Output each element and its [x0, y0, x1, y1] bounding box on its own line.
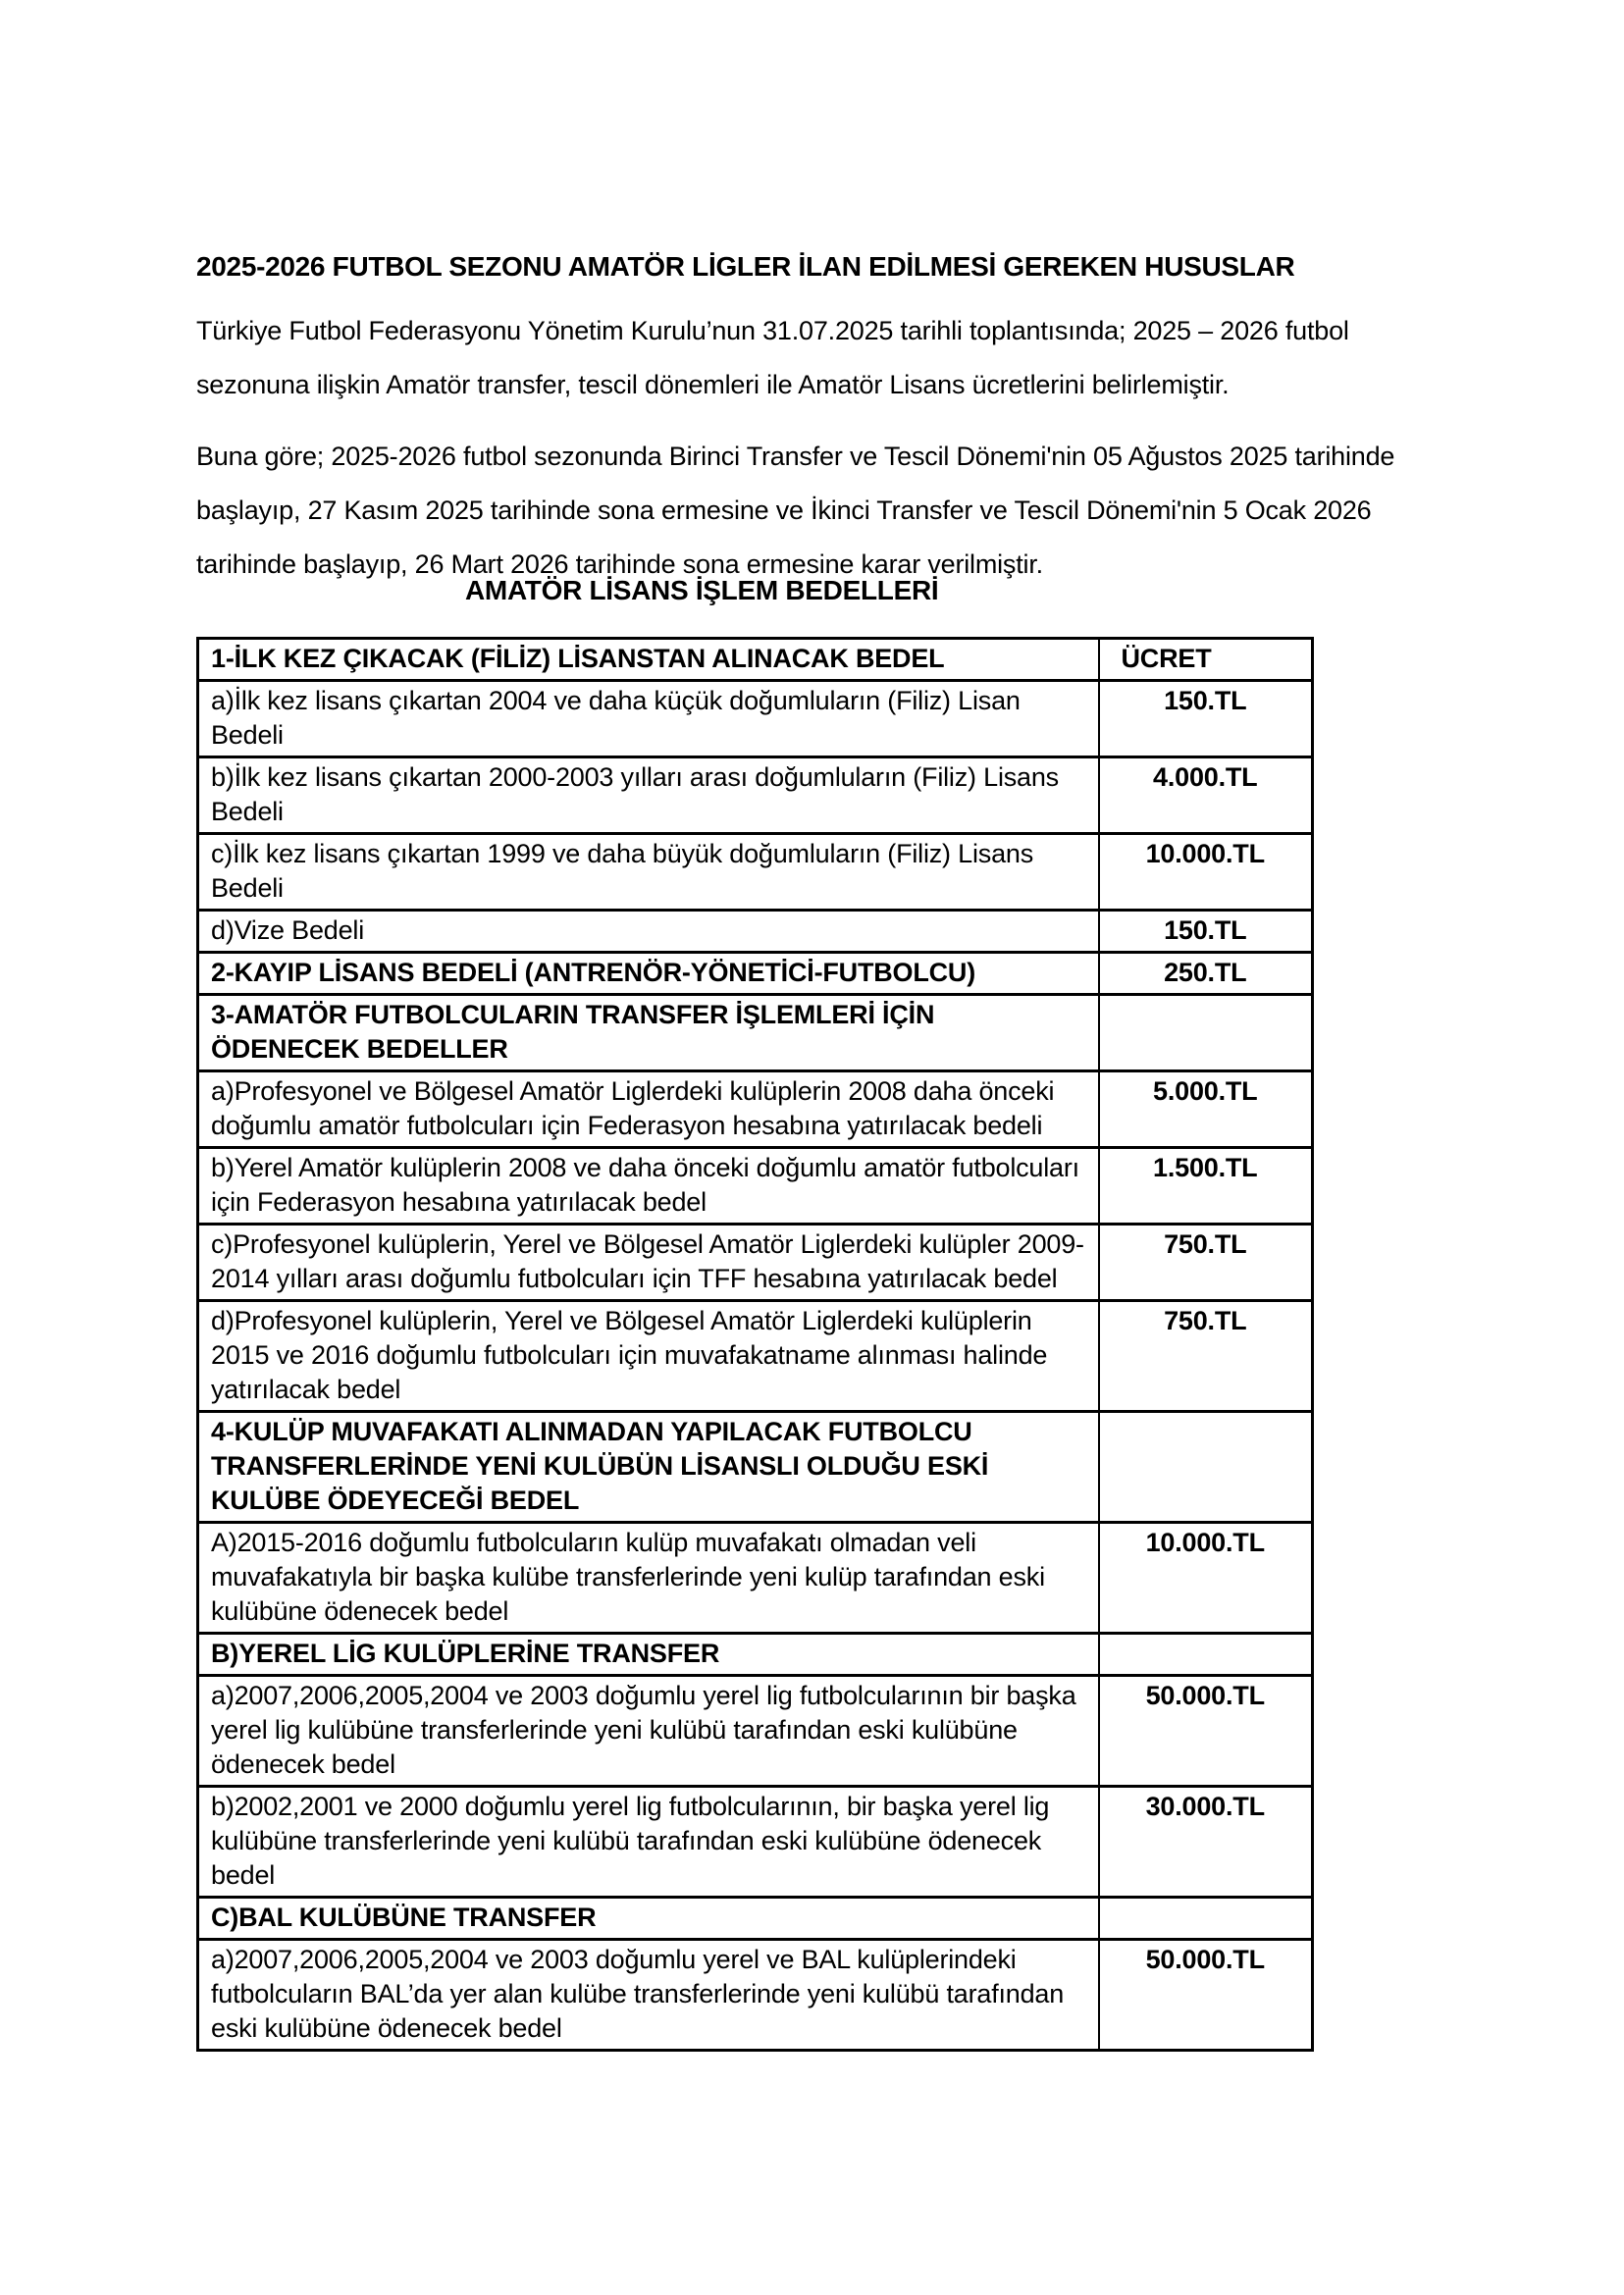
document-title: 2025-2026 FUTBOL SEZONU AMATÖR LİGLER İLAN EDİLMESİ GEREKEN HUSUSLAR — [196, 251, 1295, 282]
table-row — [198, 1898, 1313, 1940]
fee-label-cell: a)Profesyonel ve Bölgesel Amatör Liglerdeki kulüplerin 2008 daha önceki doğumlu amatör futbolcuları için Federasyon hesabına yatırılacak bedeli — [198, 1071, 1099, 1148]
fee-price-cell — [1099, 1412, 1313, 1523]
fees-table — [196, 637, 1314, 2052]
fee-price-cell — [1099, 995, 1313, 1071]
fee-price-cell: 750.TL — [1099, 1225, 1313, 1301]
fee-price-cell: 750.TL — [1099, 1301, 1313, 1412]
table-row — [198, 911, 1313, 953]
table-row — [198, 681, 1313, 757]
fee-label-cell: A)2015-2016 doğumlu futbolcuların kulüp muvafakatı olmadan veli muvafakatıyla bir başka kulübe transferlerinde yeni kulüp tarafından eski kulübüne ödenecek bedel — [198, 1523, 1099, 1634]
fee-label-cell: d)Vize Bedeli — [198, 911, 1099, 953]
fee-price-cell: 5.000.TL — [1099, 1071, 1313, 1148]
table-row — [198, 1634, 1313, 1676]
fee-price-cell: 1.500.TL — [1099, 1148, 1313, 1225]
fee-label-cell: B)YEREL LİG KULÜPLERİNE TRANSFER — [198, 1634, 1099, 1676]
table-row — [198, 1225, 1313, 1301]
table-row — [198, 834, 1313, 911]
fee-price-cell: 150.TL — [1099, 911, 1313, 953]
fees-table-heading: AMATÖR LİSANS İŞLEM BEDELLERİ — [465, 575, 939, 605]
fee-price-cell: 10.000.TL — [1099, 834, 1313, 911]
table-row — [198, 1301, 1313, 1412]
fee-label-cell: 1-İLK KEZ ÇIKACAK (FİLİZ) LİSANSTAN ALINACAK BEDEL — [198, 639, 1099, 681]
table-row — [198, 1412, 1313, 1523]
fee-label-cell: a)İlk kez lisans çıkartan 2004 ve daha küçük doğumluların (Filiz) Lisan Bedeli — [198, 681, 1099, 757]
fee-price-cell — [1099, 1898, 1313, 1940]
fee-price-cell: 50.000.TL — [1099, 1676, 1313, 1787]
fee-label-cell: b)Yerel Amatör kulüplerin 2008 ve daha önceki doğumlu amatör futbolcuları için Federasyon hesabına yatırılacak bedel — [198, 1148, 1099, 1225]
table-row — [198, 1523, 1313, 1634]
fee-price-cell: 30.000.TL — [1099, 1787, 1313, 1898]
table-row — [198, 639, 1313, 681]
table-row — [198, 953, 1313, 995]
table-row — [198, 757, 1313, 834]
fee-label-cell: 3-AMATÖR FUTBOLCULARIN TRANSFER İŞLEMLERİ İÇİN ÖDENECEK BEDELLER — [198, 995, 1099, 1071]
fee-label-cell: b)İlk kez lisans çıkartan 2000-2003 yılları arası doğumluların (Filiz) Lisans Bedeli — [198, 757, 1099, 834]
fee-label-cell: 4-KULÜP MUVAFAKATI ALINMADAN YAPILACAK FUTBOLCU TRANSFERLERİNDE YENİ KULÜBÜN LİSANSLI OLDUĞU ESKİ KULÜBE ÖDEYECEĞİ BEDEL — [198, 1412, 1099, 1523]
fees-table-body — [198, 639, 1313, 2051]
fee-label-cell: 2-KAYIP LİSANS BEDELİ (ANTRENÖR-YÖNETİCİ-FUTBOLCU) — [198, 953, 1099, 995]
table-row — [198, 1676, 1313, 1787]
fee-label-cell: d)Profesyonel kulüplerin, Yerel ve Bölgesel Amatör Liglerdeki kulüplerin 2015 ve 2016 doğumlu futbolcuları için muvafakatname alınması halinde yatırılacak bedel — [198, 1301, 1099, 1412]
fee-label-cell: a)2007,2006,2005,2004 ve 2003 doğumlu yerel ve BAL kulüplerindeki futbolcuların BAL’da yer alan kulübe transferlerinde yeni kulübü tarafından eski kulübüne ödenecek bedel — [198, 1940, 1099, 2051]
fee-price-cell: 10.000.TL — [1099, 1523, 1313, 1634]
fee-price-cell: 4.000.TL — [1099, 757, 1313, 834]
table-row — [198, 1940, 1313, 2051]
transfer-periods-paragraph: Buna göre; 2025-2026 futbol sezonunda Birinci Transfer ve Tescil Dönemi'nin 05 Ağustos 2025 tarihinde başlayıp, 27 Kasım 2025 tarihinde sona ermesine ve İkinci Transfer ve Tescil Dönemi'nin 5 Ocak 2026 tarihinde başlayıp, 26 Mart 2026 tarihinde sona ermesine karar verilmiştir. — [196, 442, 1395, 579]
fee-price-cell: 250.TL — [1099, 953, 1313, 995]
intro-paragraph: Türkiye Futbol Federasyonu Yönetim Kurulu’nun 31.07.2025 tarihli toplantısında; 2025 – 2026 futbol sezonuna ilişkin Amatör transfer, tescil dönemleri ile Amatör Lisans ücretlerini belirlemiştir. — [196, 316, 1349, 399]
table-row — [198, 1071, 1313, 1148]
fee-label-cell: b)2002,2001 ve 2000 doğumlu yerel lig futbolcularının, bir başka yerel lig kulübüne transferlerinde yeni kulübü tarafından eski kulübüne ödenecek bedel — [198, 1787, 1099, 1898]
table-row — [198, 995, 1313, 1071]
fee-label-cell: c)İlk kez lisans çıkartan 1999 ve daha büyük doğumluların (Filiz) Lisans Bedeli — [198, 834, 1099, 911]
table-row — [198, 1787, 1313, 1898]
fee-label-cell: a)2007,2006,2005,2004 ve 2003 doğumlu yerel lig futbolcularının bir başka yerel lig kulübüne transferlerinde yeni kulübü tarafından eski kulübüne ödenecek bedel — [198, 1676, 1099, 1787]
fee-label-cell: C)BAL KULÜBÜNE TRANSFER — [198, 1898, 1099, 1940]
fee-price-cell: 50.000.TL — [1099, 1940, 1313, 2051]
fee-label-cell: c)Profesyonel kulüplerin, Yerel ve Bölgesel Amatör Liglerdeki kulüpler 2009-2014 yılları arası doğumlu futbolcuları için TFF hesabına yatırılacak bedel — [198, 1225, 1099, 1301]
fee-price-cell: 150.TL — [1099, 681, 1313, 757]
fee-price-cell — [1099, 1634, 1313, 1676]
table-row — [198, 1148, 1313, 1225]
fee-price-cell: ÜCRET — [1099, 639, 1313, 681]
